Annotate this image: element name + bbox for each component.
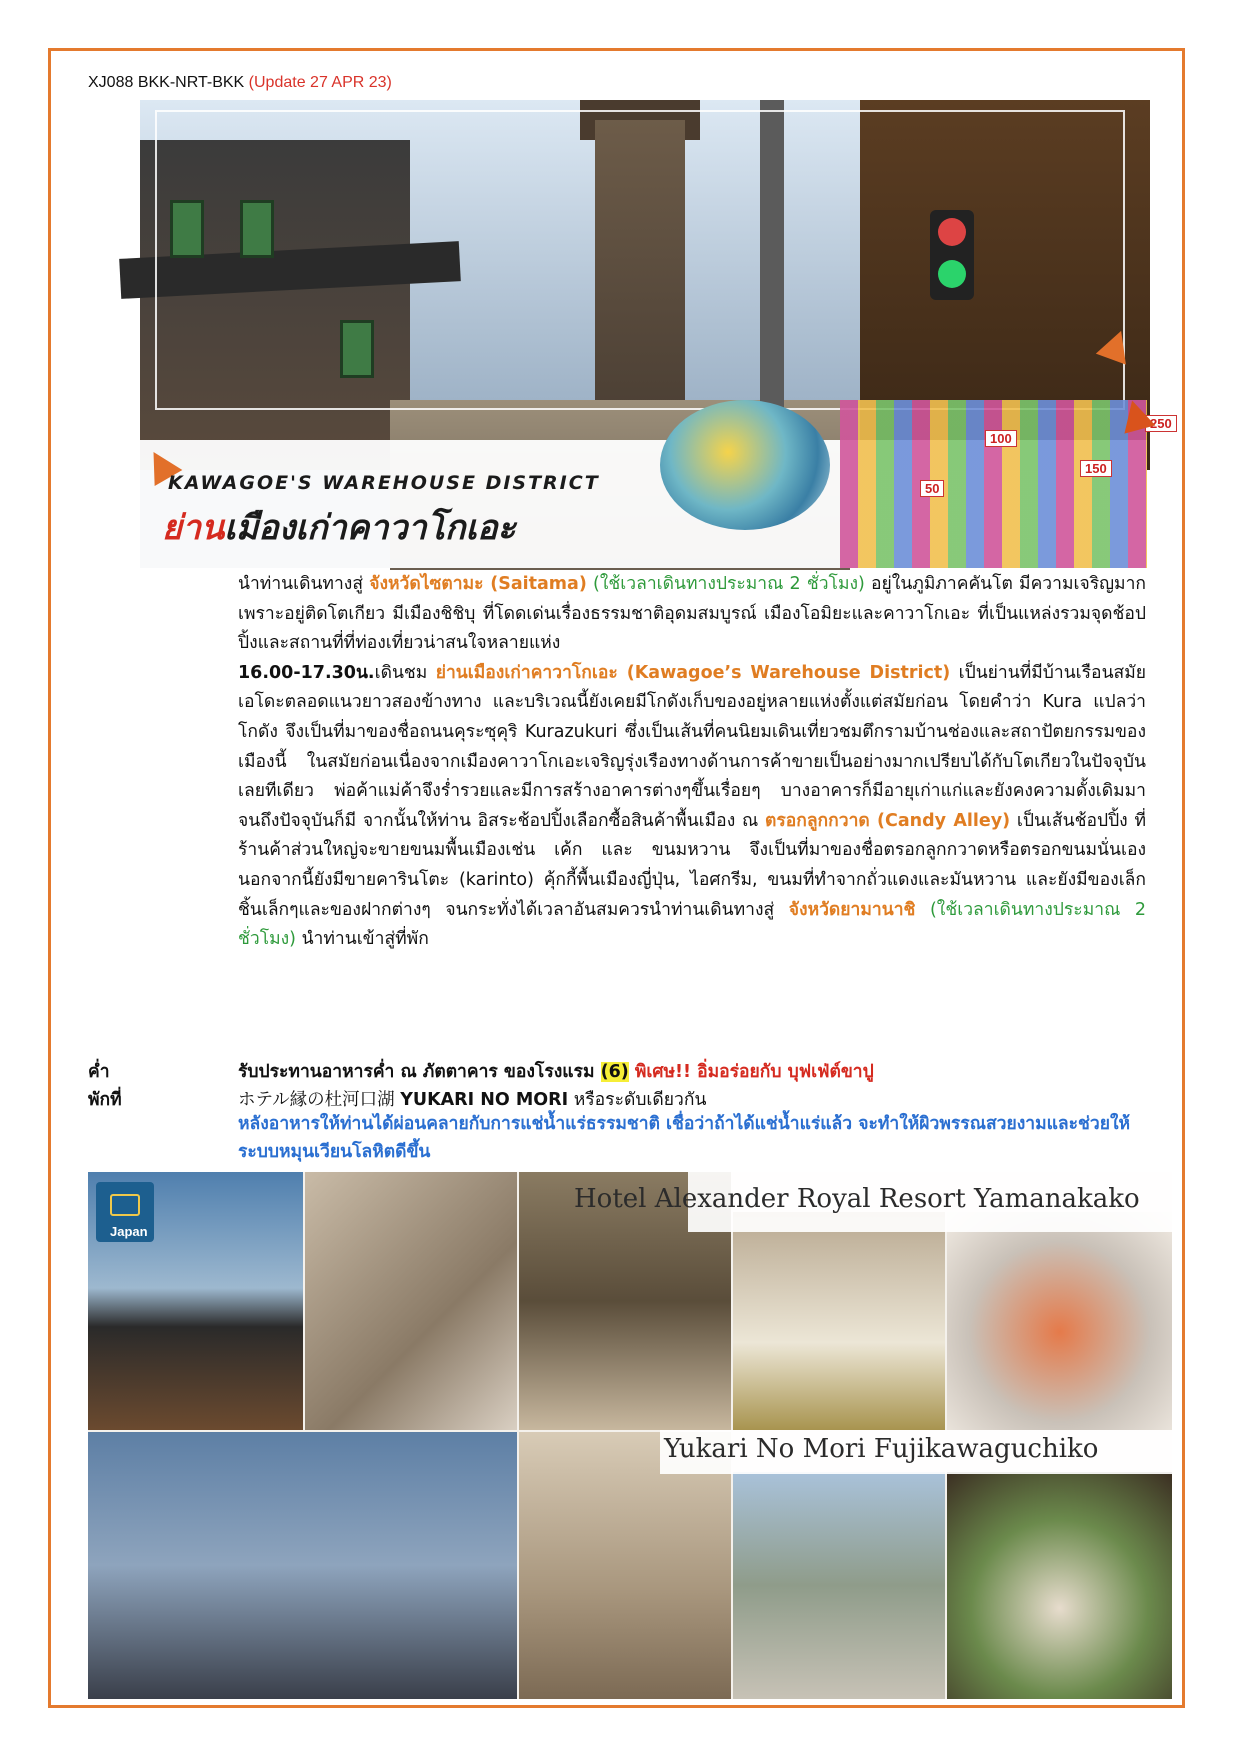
hotel-collage — [88, 1172, 1172, 1699]
yamanashi-highlight: จังหวัดยามานาชิ — [788, 899, 916, 920]
update-date: (Update 27 APR 23) — [248, 74, 392, 91]
price-tag: 250 — [1145, 415, 1177, 432]
kawagoe-banner-image — [140, 100, 1172, 568]
lobby-photo — [305, 1172, 517, 1430]
kaiseki-meal-photo — [947, 1472, 1172, 1699]
kawagoe-description: นำท่านเดินทางสู่ จังหวัดไซตามะ (Saitama) (ใช้เวลาเดินทางประมาณ 2 ชั่วโมง) อยู่ในภูมิภาคคันโต มีความเจริญมากเพราะอยู่ติดโตเกียว มีเมืองชิชิบุ ที่โดดเด่นเรื่องธรรมชาติอุดมสมบูรณ์ เมืองโอมิยะและคาวาโกเอะ ที่เป็นแหล่งรวมจุดช้อปปิ้งและสถานที่ที่ท่องเที่ยวน่าสนใจหลายแห่ง 16.00-17.30น.เดินชม ย่านเมืองเก่าคาวาโกเอะ (Kawagoe’s Warehouse District) เป็นย่านที่มีบ้านเรือนสมัยเอโดะตลอดแนวยาวสองข้างทาง และบริเวณนี้ยังเคยมีโกดังเก็บของอยู่หลายแห่งตั้งแต่สมัยก่อน โดยคำว่า Kura แปลว่า โกดัง จึงเป็นที่มาของชื่อถนนคุระซุคุริ Kurazukuri ซึ่งเป็นเส้นที่คนนิยมเดินเที่ยวชมตึกรามบ้านช่องและสถาปัตยกรรมของเมืองนี้ ในสมัยก่อนเนื่องจากเมืองคาวาโกเอะเจริญรุ่งเรืองทางด้านการค้าขายเป็นอย่างมากเปรียบได้กับโตเกียวในปัจจุบันเลยทีเดียว พ่อค้าแม่ค้าจึงร่ำรวยและมีการสร้างอาคารต่างๆขึ้นเรื่อยๆ บางอาคารก็มีอายุเก่าแก่และยังคงความดั้งเดิมมาจนถึงปัจจุบันก็มี จากนั้นให้ท่าน อิสระช้อปปิ้งเลือกซื้อสินค้าพื้นเมือง ณ ตรอกลูกกวาด (Candy Alley) เป็นเส้นช้อปปิ้ง ที่ร้านค้าส่วนใหญ่จะขายขนมพื้นเมืองเช่น เค้ก และ ขนมหวาน จึงเป็นที่มาของชื่อตรอกลูกกวาดหรือตรอกขนมนั่นเอง นอกจากนี้ยังมีขายคารินโตะ (karinto) คุ้กกี้พื้นเมืองญี่ปุ่น, ไอศกรีม, ขนมที่ทำจากถั่วแดงและมันหวาน และยังมีของเล็กชิ้นเล็กๆและของฝากต่างๆ จนกระทั่งได้เวลาอันสมควรนำท่านเดินทางสู่ จังหวัดยามานาชิ (ใช้เวลาเดินทางประมาณ 2 ชั่วโมง) นำท่านเข้าสู่ที่พัก — [238, 574, 1146, 950]
tour-code: XJ088 BKK-NRT-BKK — [88, 74, 245, 91]
banner-title-th: ย่านเมืองเก่าคาวาโกเอะ — [162, 508, 516, 548]
price-tag: 50 — [920, 480, 944, 497]
special-buffet: พิเศษ!! อิ่มอร่อยกับ บุฟเฟ่ต์ขาปู — [628, 1062, 874, 1082]
banner-title-en: KAWAGOE'S WAREHOUSE DISTRICT — [168, 472, 600, 494]
dinner-label: ค่ำ — [88, 1062, 110, 1082]
saitama-highlight: จังหวัดไซตามะ (Saitama) — [369, 574, 587, 594]
kawagoe-highlight: ย่านเมืองเก่าคาวาโกเอะ (Kawagoe’s Warehouse District) — [435, 662, 951, 683]
hotel-exterior-photo — [88, 1172, 303, 1430]
yukari-exterior-photo — [88, 1432, 517, 1699]
hotel-label: พักที่ — [88, 1090, 122, 1110]
candy-alley-highlight: ตรอกลูกกวาด (Candy Alley) — [764, 810, 1011, 831]
price-tag: 100 — [985, 430, 1017, 447]
page-header — [88, 74, 392, 92]
guest-room-photo — [733, 1212, 945, 1430]
hotel-alexander-caption: Hotel Alexander Royal Resort Yamanakako — [574, 1184, 1140, 1214]
candy-stall — [840, 400, 1147, 568]
yukari-caption: Yukari No Mori Fujikawaguchiko — [664, 1434, 1099, 1464]
hotel-name: YUKARI NO MORI — [400, 1090, 569, 1110]
japan-logo: Japan — [96, 1182, 154, 1242]
yukari-onsen-photo — [733, 1472, 945, 1699]
time-range: 16.00-17.30น. — [238, 662, 375, 683]
candy-bowl — [660, 400, 830, 530]
onsen-note: หลังอาหารให้ท่านได้ผ่อนคลายกับการแช่น้ำแร่ธรรมชาติ เชื่อว่าถ้าได้แช่น้ำแร่แล้ว จะทำให้ผิวพรรณสวยงามและช่วยให้ระบบหมุนเวียนโลหิตดีขึ้น — [238, 1114, 1131, 1162]
crab-buffet-photo — [947, 1212, 1172, 1430]
meal-number: (6) — [600, 1062, 629, 1082]
price-tag: 150 — [1080, 460, 1112, 477]
